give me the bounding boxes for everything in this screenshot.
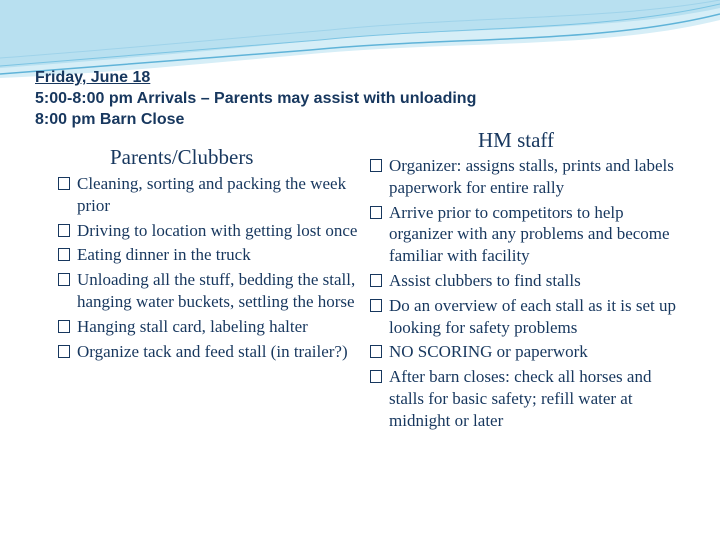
list-item: After barn closes: check all horses and stalls for basic safety; refill water at midnight or later [370, 366, 690, 431]
schedule-header [35, 67, 595, 130]
checkbox-icon [370, 345, 382, 358]
checkbox-icon [370, 274, 382, 287]
hm-staff-title: HM staff [478, 128, 555, 152]
checkbox-icon [58, 177, 70, 190]
list-item: Cleaning, sorting and packing the week prior [58, 173, 358, 217]
checkbox-icon [58, 345, 70, 358]
list-item: Do an overview of each stall as it is set up looking for safety problems [370, 295, 690, 339]
checkbox-icon [370, 370, 382, 383]
checkbox-icon [58, 248, 70, 261]
schedule-date: Friday, June 18 [35, 69, 151, 86]
list-item: Organizer: assigns stalls, prints and labels paperwork for entire rally [370, 155, 690, 199]
checkbox-icon [370, 299, 382, 312]
list-item: Hanging stall card, labeling halter [58, 316, 358, 338]
hm-staff-list [370, 155, 690, 435]
list-item: Assist clubbers to find stalls [370, 270, 690, 292]
checkbox-icon [58, 224, 70, 237]
list-item: Unloading all the stuff, bedding the stall, hanging water buckets, settling the horse [58, 269, 358, 313]
checkbox-icon [370, 206, 382, 219]
schedule-line-barn-close: 8:00 pm Barn Close [35, 111, 185, 128]
checkbox-icon [370, 159, 382, 172]
parents-clubbers-title: Parents/Clubbers [110, 145, 254, 169]
list-item: NO SCORING or paperwork [370, 341, 690, 363]
schedule-line-arrivals: 5:00-8:00 pm Arrivals – Parents may assist with unloading [35, 90, 477, 107]
list-item: Organize tack and feed stall (in trailer?) [58, 341, 358, 363]
parents-clubbers-list [58, 173, 358, 365]
list-item: Arrive prior to competitors to help organizer with any problems and become familiar with facility [370, 202, 690, 267]
list-item: Eating dinner in the truck [58, 244, 358, 266]
checkbox-icon [58, 320, 70, 333]
list-item: Driving to location with getting lost once [58, 220, 358, 242]
checkbox-icon [58, 273, 70, 286]
